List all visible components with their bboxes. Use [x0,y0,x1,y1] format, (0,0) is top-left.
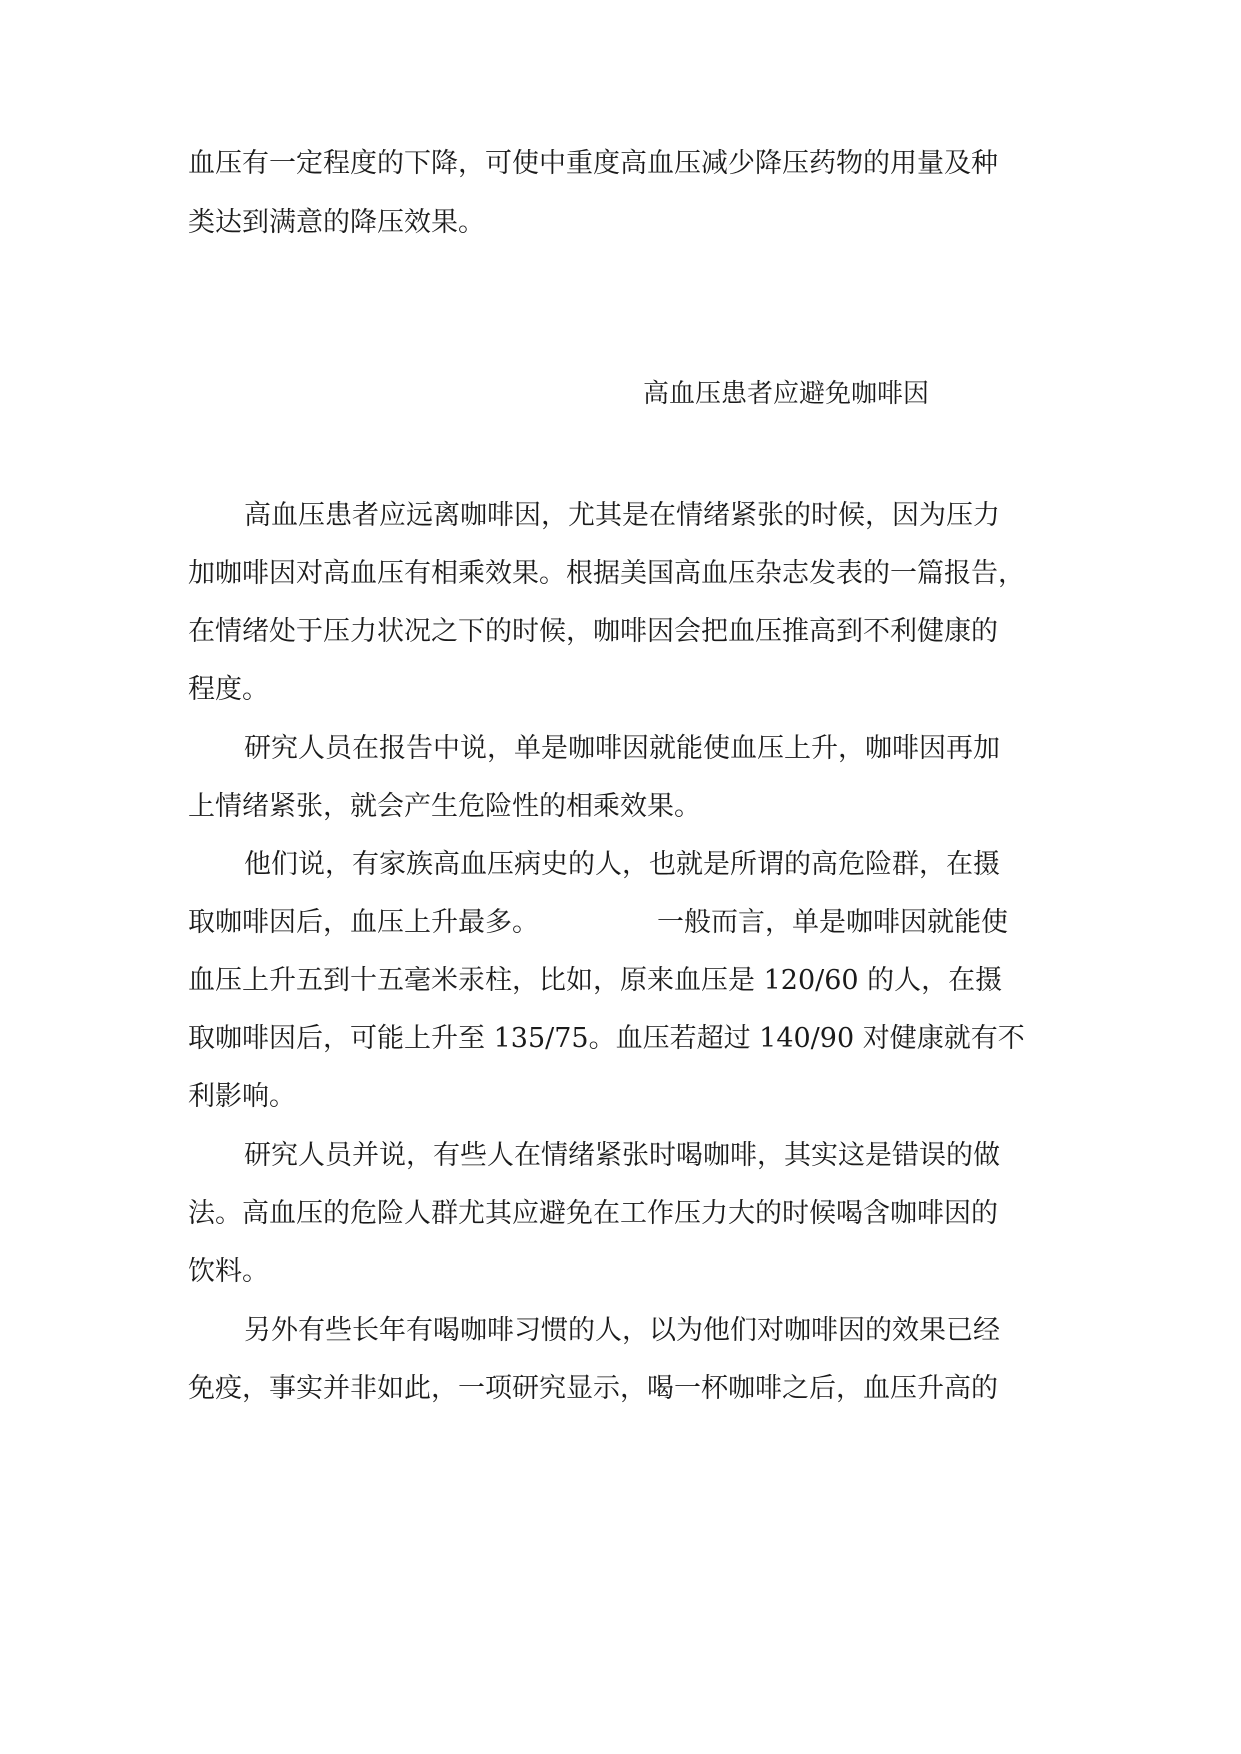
paragraph-3-line-4: 取咖啡因后，可能上升至 135/75。血压若超过 140/90 对健康就有不 [188,1023,1025,1054]
paragraph-1-line-3: 在情绪处于压力状况之下的时候，咖啡因会把血压推高到不利健康的 [188,616,998,647]
paragraph-1-line-4: 程度。 [188,674,269,705]
paragraph-4-line-2: 法。高血压的危险人群尤其应避免在工作压力大的时候喝含咖啡因的 [188,1198,998,1229]
paragraph-1-line-2: 加咖啡因对高血压有相乘效果。根据美国高血压杂志发表的一篇报告， [188,558,1025,589]
paragraph-3-line-5: 利影响。 [188,1081,296,1112]
paragraph-4-line-3: 饮料。 [188,1256,269,1287]
paragraph-3-line-2-part-1: 取咖啡因后，血压上升最多。 [188,907,539,938]
paragraph-5-line-1: 另外有些长年有喝咖啡习惯的人，以为他们对咖啡因的效果已经 [244,1315,1000,1346]
paragraph-3-line-2 [188,909,1008,936]
paragraph-2-line-2: 上情绪紧张，就会产生危险性的相乘效果。 [188,791,701,822]
paragraph-3-line-3: 血压上升五到十五毫米汞柱，比如，原来血压是 120/60 的人，在摄 [188,965,1003,996]
continuation-line-2: 类达到满意的降压效果。 [188,207,485,238]
paragraph-5-line-2: 免疫，事实并非如此，一项研究显示，喝一杯咖啡之后，血压升高的 [188,1373,998,1404]
paragraph-2-line-1: 研究人员在报告中说，单是咖啡因就能使血压上升，咖啡因再加 [244,733,1000,764]
paragraph-1-line-1: 高血压患者应远离咖啡因，尤其是在情绪紧张的时候，因为压力 [244,500,1000,531]
section-title: 高血压患者应避免咖啡因 [643,379,930,409]
paragraph-4-line-1: 研究人员并说，有些人在情绪紧张时喝咖啡，其实这是错误的做 [244,1140,1000,1171]
continuation-line-1: 血压有一定程度的下降，可使中重度高血压减少降压药物的用量及种 [188,148,998,179]
paragraph-3-line-1: 他们说，有家族高血压病史的人，也就是所谓的高危险群，在摄 [244,849,1000,880]
paragraph-3-line-2-part-2: 一般而言，单是咖啡因就能使 [657,907,1008,938]
